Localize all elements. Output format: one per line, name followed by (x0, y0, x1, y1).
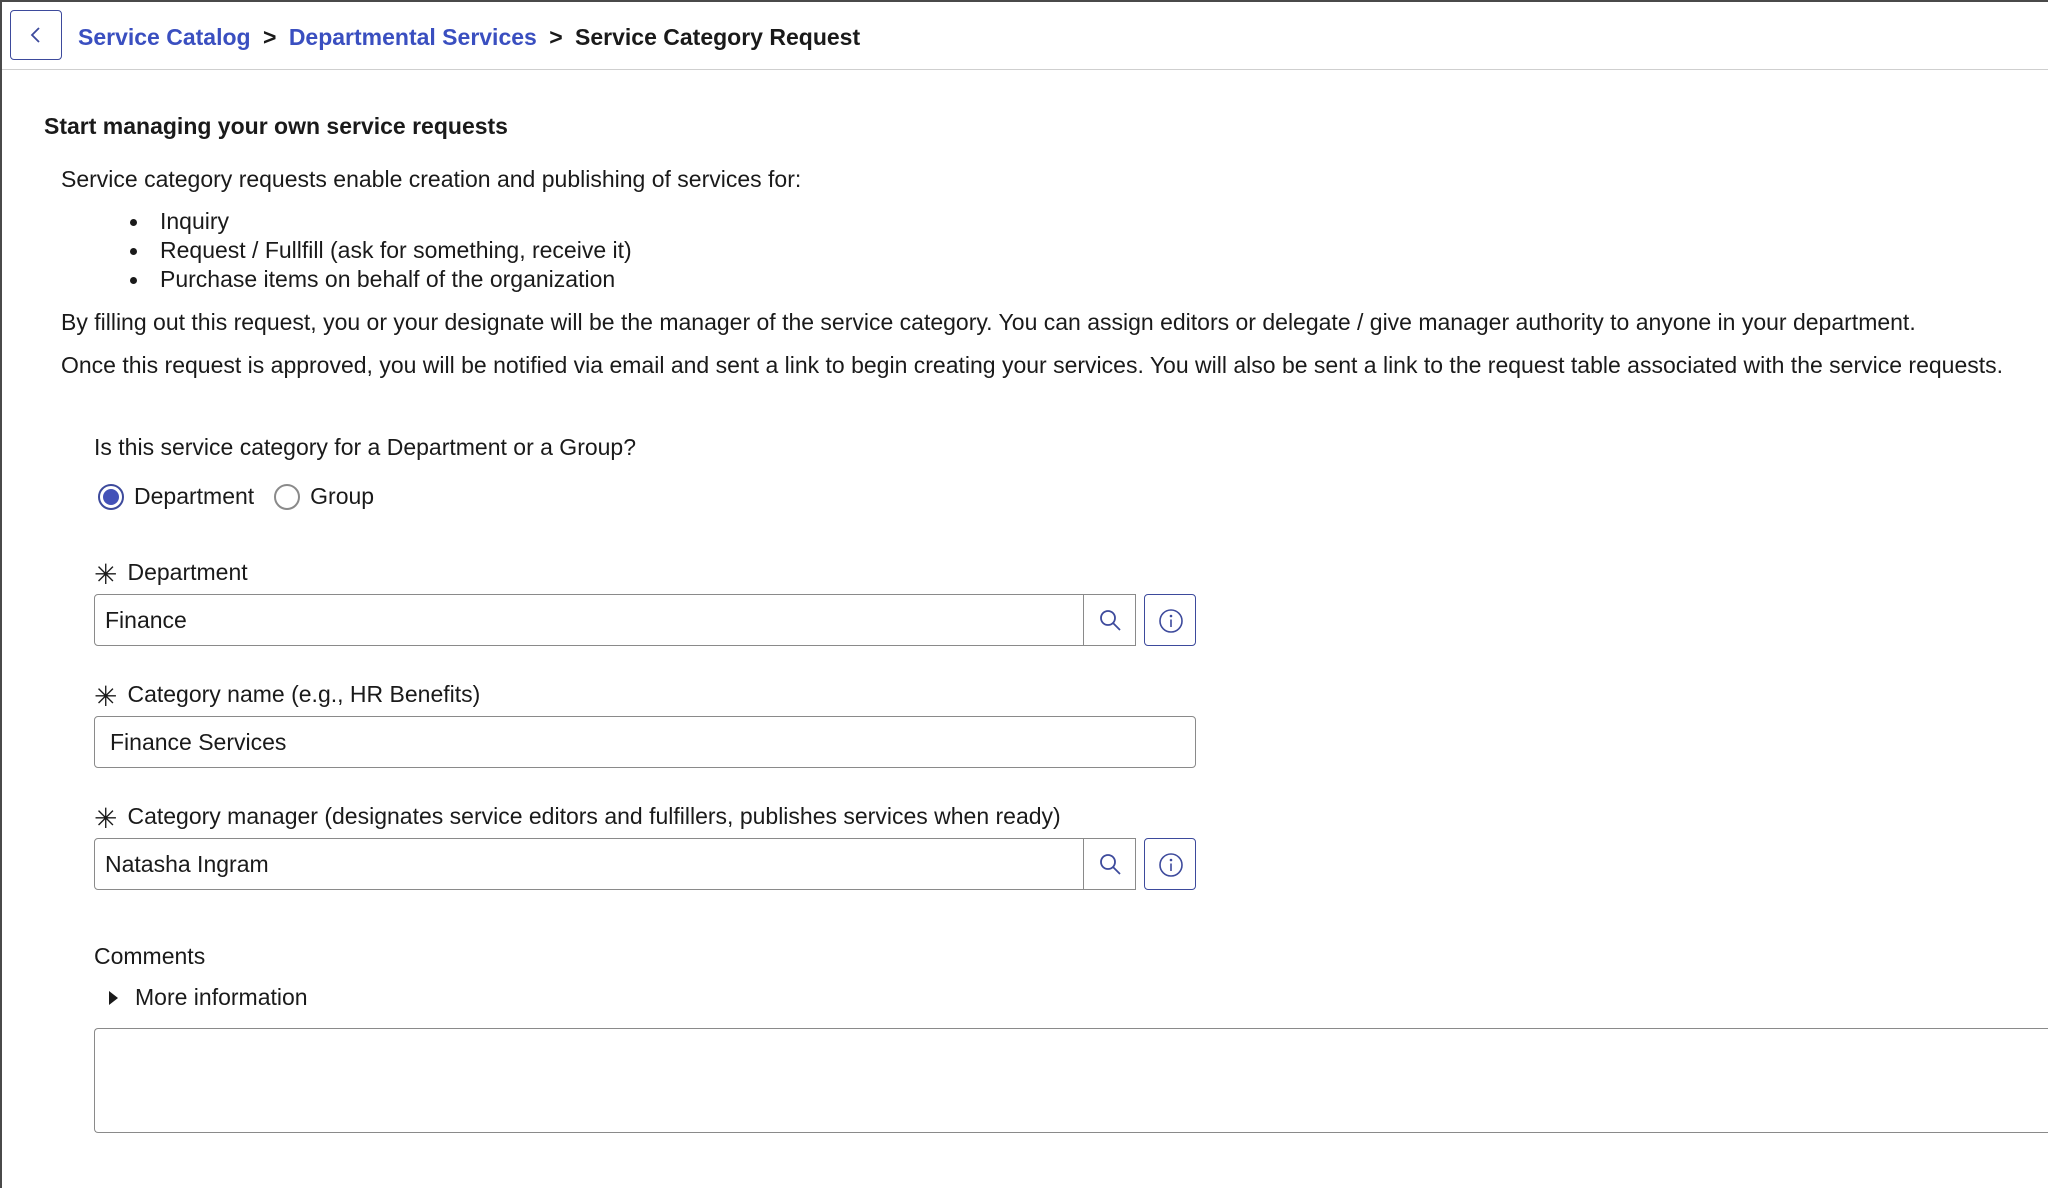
radio-label: Group (310, 483, 375, 509)
radio-department[interactable] (98, 483, 254, 510)
department-label-text: Department (127, 558, 248, 585)
service-types-list (160, 207, 632, 294)
category-name-label-text: Category name (e.g., HR Benefits) (127, 680, 481, 707)
radio-group[interactable] (274, 483, 374, 510)
required-icon: ✳ (94, 681, 118, 712)
required-icon: ✳ (94, 559, 118, 590)
list-item: Inquiry (160, 207, 632, 236)
category-manager-info-button[interactable] (1144, 838, 1196, 890)
category-manager-search-button[interactable] (1083, 839, 1135, 889)
search-icon (1098, 852, 1122, 876)
breadcrumb-separator: > (262, 24, 277, 50)
required-icon: ✳ (94, 803, 118, 834)
radio-checked-icon (98, 484, 124, 510)
department-search-button[interactable] (1083, 595, 1135, 645)
info-icon (1158, 852, 1184, 878)
back-button[interactable] (10, 10, 62, 60)
department-or-group-question: Is this service category for a Department or a Group? (94, 434, 637, 460)
intro-text: Service category requests enable creation and publishing of services for: (61, 166, 802, 192)
radio-label: Department (134, 483, 255, 509)
department-lookup (94, 594, 1136, 646)
department-or-group-radio-group (98, 483, 374, 510)
caret-right-icon (109, 991, 118, 1005)
header-bar (2, 2, 2048, 70)
breadcrumb-link-departmental-services[interactable]: Departmental Services (288, 24, 537, 50)
approval-info-text: Once this request is approved, you will be notified via email and sent a link to begin creating your services. You will also be sent a link to the request table associated with the service requests. (61, 352, 2004, 378)
chevron-left-icon (26, 25, 46, 45)
department-info-button[interactable] (1144, 594, 1196, 646)
category-manager-label (94, 802, 1061, 834)
category-manager-label-text: Category manager (designates service editors and fulfillers, publishes services when ready) (127, 802, 1061, 829)
category-manager-lookup (94, 838, 1136, 890)
category-name-label (94, 680, 481, 712)
department-label (94, 558, 248, 590)
more-information-toggle[interactable] (109, 984, 308, 1011)
breadcrumb-current: Service Category Request (575, 24, 861, 50)
more-information-label: More information (135, 984, 308, 1010)
comments-textarea[interactable] (94, 1028, 2048, 1133)
manager-info-text: By filling out this request, you or your designate will be the manager of the service category. You can assign editors or delegate / give manager authority to anyone in your department. (61, 309, 1916, 335)
breadcrumb (78, 24, 860, 51)
info-icon (1158, 608, 1184, 634)
comments-label: Comments (94, 943, 206, 969)
category-manager-input[interactable] (95, 839, 1083, 889)
search-icon (1098, 608, 1122, 632)
breadcrumb-separator: > (549, 24, 563, 50)
list-item: Request / Fullfill (ask for something, receive it) (160, 237, 632, 263)
radio-unchecked-icon (274, 484, 300, 510)
department-input[interactable] (95, 595, 1083, 645)
section-title: Start managing your own service requests (44, 113, 508, 139)
breadcrumb-link-service-catalog[interactable]: Service Catalog (78, 24, 251, 50)
category-name-input[interactable] (94, 716, 1196, 768)
list-item: Purchase items on behalf of the organization (160, 265, 632, 294)
